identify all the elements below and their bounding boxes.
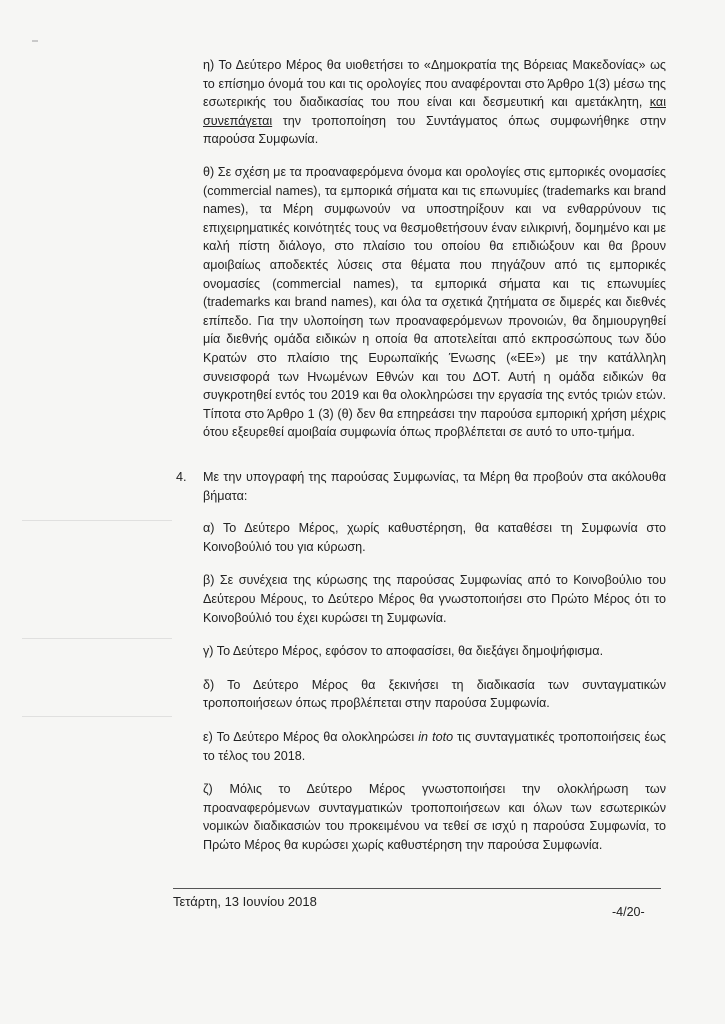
footer-date: Τετάρτη, 13 Ιουνίου 2018 [173, 894, 317, 909]
footer-divider [173, 888, 661, 889]
paragraph-eta [203, 56, 666, 149]
subitem-d: δ) Το Δεύτερο Μέρος θα ξεκινήσει τη διαδικασία των συνταγματικών τροποποιήσεων όπως προβλέπεται στην παρούσα Συμφωνία. [203, 677, 666, 711]
subitem-a: α) Το Δεύτερο Μέρος, χωρίς καθυστέρηση, θα καταθέσει τη Συμφωνία στο Κοινοβούλιό του για κύρωση. [203, 521, 666, 554]
article-item-4 [176, 468, 666, 870]
body-text [203, 56, 666, 456]
page-number: -4/20- [612, 905, 645, 919]
paragraph-eta-text: η) Το Δεύτερο Μέρος θα υιοθετήσει το «Δημοκρατία της Βόρειας Μακεδονίας» ως το επίσημο όνομά του και τις ορολογίες που αναφέρονται στο Άρθρο 1(3) μέσω της εσωτερικής του διαδικασίας του που είναι και δεσμευτική και αμετάκλητη, [203, 58, 666, 110]
scan-artifact [22, 716, 172, 717]
underlined-phrase: και συνεπάγεται [203, 95, 666, 128]
paragraph-theta: θ) Σε σχέση με τα προαναφερόμενα όνομα και ορολογίες στις εμπορικές ονομασίες (commercial names), τα εμπορικά σήματα και τις επωνυμίες (trademarks και brand names), τα Μέρη συμφωνούν να υποστηρίξουν και να ενθαρρύνουν τις επιχειρηματικές κοινότητές τους να θεσμοθετήσουν έναν ειλικρινή, δομημένο και με καλή πίστη διάλογο, στο πλαίσιο του οποίου θα επιδιώξουν και θα βρουν αμοιβαίως αποδεκτές λύσεις στα θέματα που πηγάζουν από τις εμπορικές ονομασίες (commercial names), τα εμπορικά σήματα και τις επωνυμίες (trademarks και brand names), και όλα τα σχετικά ζητήματα σε διμερές και διεθνές επίπεδο. Για την υλοποίηση των προαναφερόμενων προνοιών, θα δημιουργηθεί μία διεθνής ομάδα ειδικών η οποία θα αποτελείται από εκπροσώπους των δύο Κρατών στο πλαίσιο της Ευρωπαϊκής Ένωσης («ΕΕ») με την κατάλληλη συνεισφορά των Ηνωμένων Εθνών και του ΔΟΤ. Αυτή η ομάδα ειδικών θα συγκροτηθεί εντός του 2019 και θα ολοκληρώσει την εργασία της εντός τριών ετών. Τίποτα στο Άρθρο 1 (3) (θ) δεν θα επηρεάσει την παρούσα εμπορική χρήση μέχρις ότου εξευρεθεί αμοιβαία συμφωνία όπως προβλέπεται σε αυτό το υπο-τμήμα. [203, 164, 666, 440]
subitem-z: ζ) Μόλις το Δεύτερο Μέρος γνωστοποιήσει την ολοκλήρωση των προαναφερόμενων συνταγματικών τροποποιήσεων και όλων των εσωτερικών νομικών διαδικασιών του προκειμένου να τεθεί σε ισχύ η παρούσα Συμφωνία, το Πρώτο Μέρος θα κυρώσει χωρίς καθυστέρηση την παρούσα Συμφωνία. [203, 782, 666, 852]
item-4-intro: Με την υπογραφή της παρούσας Συμφωνίας, τα Μέρη θα προβούν στα ακόλουθα βήματα: [203, 470, 666, 503]
subitem-g: γ) Το Δεύτερο Μέρος, εφόσον το αποφασίσει, θα διεξάγει δημοψήφισμα. [203, 644, 604, 659]
item-number: 4. [176, 470, 187, 484]
paragraph-eta-text-end: την τροποποίηση του Συντάγματος όπως συμφωνήθηκε στην παρούσα Συμφωνία. [203, 113, 666, 147]
subitem-b: β) Σε συνέχεια της κύρωσης της παρούσας Συμφωνίας από το Κοινοβούλιο του Δεύτερου Μέρους, το Δεύτερο Μέρος θα γνωστοποιήσει στο Πρώτο Μέρος ότι το Κοινοβούλιό του έχει κυρώσει τη Συμφωνία. [203, 573, 666, 625]
subitem-e-text: ε) Το Δεύτερο Μέρος θα ολοκληρώσει [203, 729, 419, 744]
subitem-e-italic: in toto [418, 729, 454, 744]
scan-artifact [32, 40, 38, 42]
subitem-e [203, 728, 666, 765]
subitem-e-text-end: τις συνταγματικές τροποποιήσεις έως το τέλος του 2018. [203, 729, 666, 763]
scan-artifact [22, 638, 172, 639]
scan-artifact [22, 520, 172, 521]
